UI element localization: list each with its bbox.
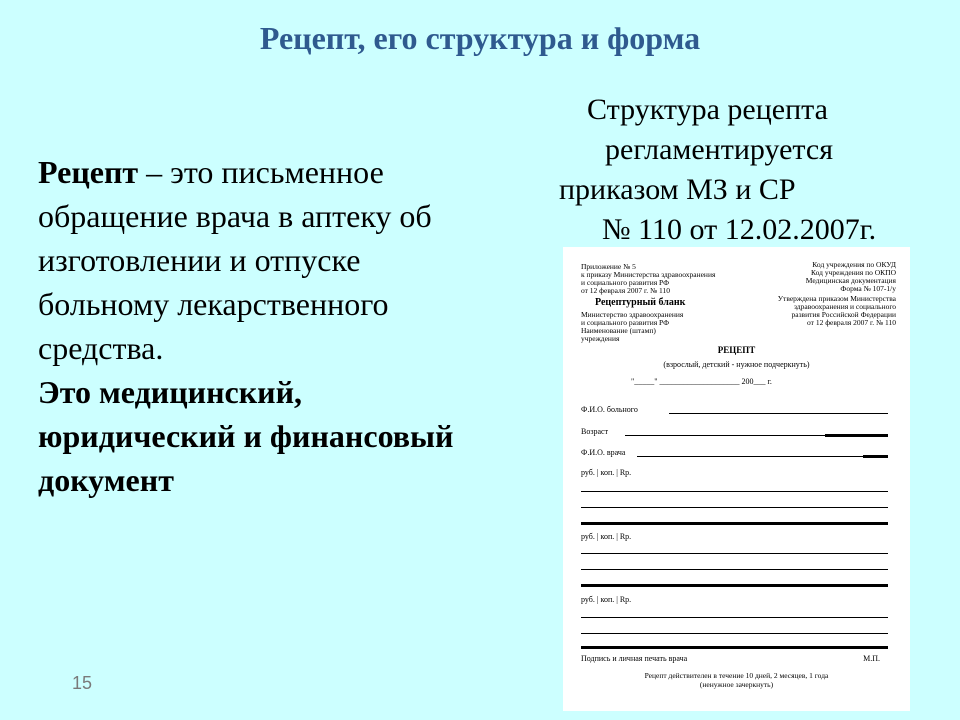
- form-stamp-2: и социального развития РФ: [581, 318, 670, 327]
- form-rp-1-label: руб. | коп. | Rp.: [581, 468, 632, 477]
- definition-line-4: больному лекарственного: [38, 286, 389, 322]
- form-rp-3-line-1: [581, 617, 888, 618]
- form-rp-1-line-2: [581, 507, 888, 508]
- form-mp-label: М.П.: [863, 654, 880, 663]
- regulation-line-3: приказом МЗ и СР: [559, 173, 796, 206]
- form-rp-2-label: руб. | коп. | Rp.: [581, 532, 632, 541]
- form-patient-label: Ф.И.О. больного: [581, 405, 638, 414]
- form-patient-line: [669, 413, 888, 414]
- form-approved-1: Утверждена приказом Министерства: [777, 294, 896, 303]
- form-doctor-label: Ф.И.О. врача: [581, 448, 626, 457]
- regulation-line-4: № 110 от 12.02.2007г.: [602, 213, 877, 246]
- definition-line-3: изготовлении и отпуске: [38, 242, 361, 278]
- definition-line-2: обращение врача в аптеку об: [38, 198, 432, 234]
- form-doctor-line-bold: [863, 455, 888, 458]
- form-med-doc: Медицинская документация: [805, 276, 896, 285]
- definition-line-1: Рецепт – это письменное: [38, 154, 384, 190]
- form-rp-1-line-3: [581, 522, 888, 525]
- form-approved-3: развития Российской Федерации: [791, 310, 896, 319]
- form-validity-2: (ненужное зачеркнуть): [699, 680, 774, 689]
- definition-line-5: средства.: [38, 330, 164, 366]
- form-rp-2-line-2: [581, 569, 888, 570]
- form-rp-1-line-1: [581, 491, 888, 492]
- form-number: Форма № 107-1/у: [840, 284, 896, 293]
- form-okud-code: Код учреждения по ОКУД: [812, 260, 896, 269]
- regulation-line-2: регламентируется: [605, 133, 834, 166]
- form-rp-2-line-1: [581, 553, 888, 554]
- slide-title: Рецепт, его структура и форма: [259, 20, 701, 56]
- form-recipe-title: РЕЦЕПТ: [717, 345, 756, 355]
- form-recipe-subtitle: (взрослый, детский - нужное подчеркнуть): [663, 360, 810, 369]
- definition-block: [38, 150, 538, 502]
- regulation-text: [555, 90, 955, 250]
- form-signature-label: Подпись и личная печать врача: [581, 654, 688, 663]
- term-prescription: Рецепт: [38, 154, 139, 190]
- form-age-label: Возраст: [581, 427, 609, 436]
- statement-line-2: юридический и финансовый: [38, 418, 454, 454]
- form-stamp-4: учреждения: [581, 334, 620, 343]
- form-rp-3-line-3: [581, 646, 888, 649]
- form-date-line: от 12 февраля 2007 г. № 110: [581, 286, 670, 295]
- form-validity-1: Рецепт действителен в течение 10 дней, 2 месяцев, 1 года: [644, 671, 829, 680]
- form-date-field: "_____" ____________________ 200___ г.: [631, 377, 772, 386]
- form-approved-2: здравоохранения и социального: [793, 302, 896, 311]
- form-rp-3-label: руб. | коп. | Rp.: [581, 595, 632, 604]
- form-doctor-line: [637, 456, 888, 457]
- form-age-line-bold: [825, 434, 888, 437]
- slide-number: 15: [72, 673, 93, 693]
- form-approved-4: от 12 февраля 2007 г. № 110: [807, 318, 896, 327]
- statement-line-3: документ: [38, 462, 174, 498]
- form-order-line: к приказу Министерства здравоохранения: [581, 270, 716, 279]
- regulation-line-1: Структура рецепта: [587, 93, 828, 126]
- form-stamp-3: Наименование (штамп): [581, 326, 656, 335]
- form-ministry-line: и социального развития РФ: [581, 278, 670, 287]
- form-rp-3-line-2: [581, 633, 888, 634]
- prescription-form-image: [563, 247, 910, 711]
- form-appendix-line: Приложение № 5: [581, 262, 636, 271]
- form-blank-title: Рецептурный бланк: [595, 297, 686, 308]
- form-okpo-code: Код учреждения по ОКПО: [810, 268, 896, 277]
- form-rp-2-line-3: [581, 584, 888, 587]
- statement-line-1: Это медицинский,: [38, 374, 303, 410]
- form-stamp-1: Министерство здравоохранения: [581, 310, 684, 319]
